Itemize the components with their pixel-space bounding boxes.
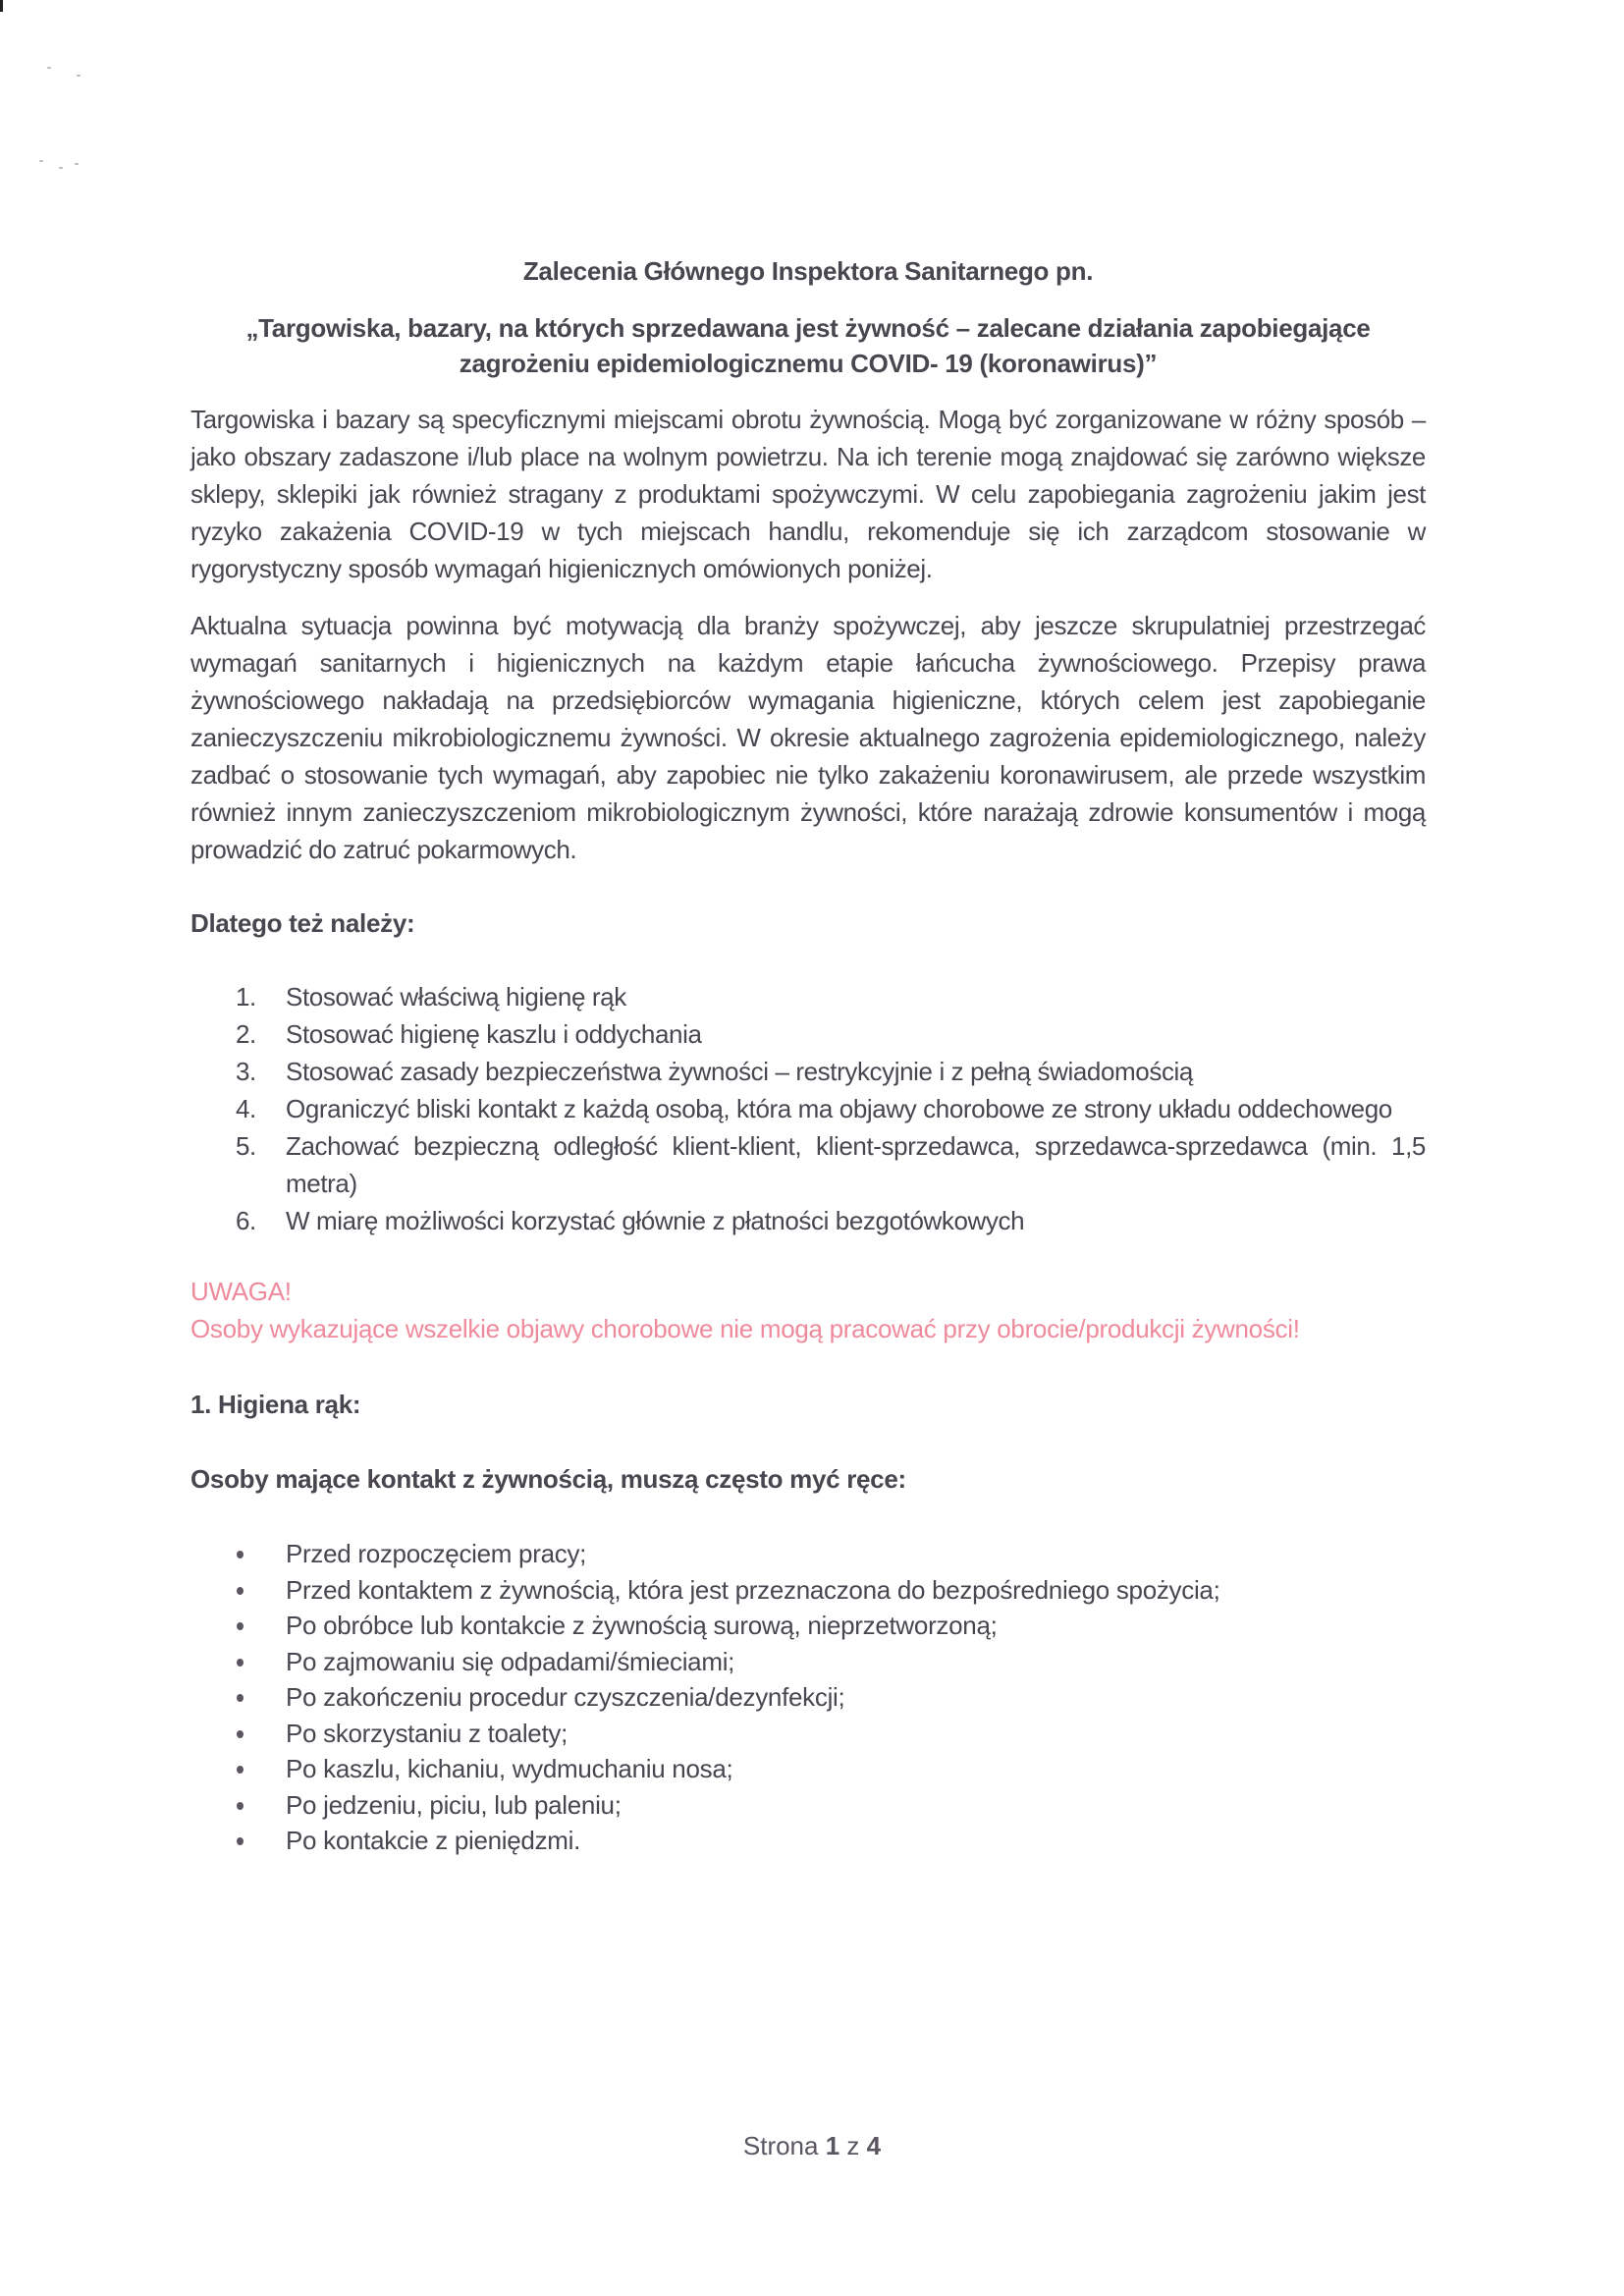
bullet-icon — [237, 1766, 244, 1774]
recommendation-item — [190, 1202, 1426, 1239]
warning-block — [190, 1273, 1426, 1347]
item-number: 5. — [236, 1131, 256, 1161]
section-subheading: Osoby mające kontakt z żywnością, muszą często myć ręce: — [190, 1464, 906, 1494]
bullet-text: Po kontakcie z pieniędzmi. — [286, 1826, 581, 1855]
bullet-item — [190, 1536, 1426, 1572]
subtitle-line-1: „Targowiska, bazary, na których sprzedawana jest żywność – zalecane działania zapobiegające — [245, 313, 1371, 343]
bullet-text: Po kaszlu, kichaniu, wydmuchaniu nosa; — [286, 1754, 733, 1783]
document-body — [190, 253, 1426, 1859]
scan-edge-mark — [0, 0, 3, 12]
document-subtitle — [190, 310, 1426, 381]
handwashing-list — [190, 1536, 1426, 1859]
bullet-icon — [237, 1587, 244, 1595]
item-number: 6. — [236, 1206, 256, 1235]
bullet-text: Po zajmowaniu się odpadami/śmieciami; — [286, 1646, 735, 1676]
scan-speck — [39, 160, 43, 162]
subtitle-line-2: zagrożeniu epidemiologicznemu COVID- 19 (koronawirus)” — [459, 349, 1158, 378]
bullet-item — [190, 1823, 1426, 1859]
recommendation-item — [190, 1015, 1426, 1053]
item-number: 3. — [236, 1057, 256, 1086]
item-text: Zachować bezpieczną odległość klient-klient, klient-sprzedawca, sprzedawca-sprzedawca (min. 1,5 metra) — [286, 1131, 1426, 1198]
current-page-number: 1 — [825, 2131, 840, 2160]
bullet-item — [190, 1572, 1426, 1609]
warning-label: UWAGA! — [190, 1277, 292, 1306]
bullet-icon — [237, 1837, 244, 1845]
recommendation-item — [190, 1127, 1426, 1202]
bullet-item — [190, 1679, 1426, 1716]
bullet-item — [190, 1787, 1426, 1824]
recommendations-list — [190, 978, 1426, 1239]
bullet-text: Przed rozpoczęciem pracy; — [286, 1539, 587, 1568]
bullet-text: Przed kontaktem z żywnością, która jest przeznaczona do bezpośredniego spożycia; — [286, 1574, 1220, 1605]
item-text: Ograniczyć bliski kontakt z każdą osobą, która ma objawy chorobowe ze strony układu oddechowego — [286, 1094, 1392, 1123]
bullet-item — [190, 1751, 1426, 1787]
total-pages-number: 4 — [866, 2131, 882, 2160]
bullet-text: Po obróbce lub kontakcie z żywnością surową, nieprzetworzoną; — [286, 1611, 998, 1640]
item-number: 4. — [236, 1094, 256, 1123]
bullet-item — [190, 1716, 1426, 1752]
page-separator: z — [846, 2131, 860, 2160]
recommendations-heading: Dlatego też należy: — [190, 908, 415, 938]
bullet-text: Po skorzystaniu z toalety; — [286, 1718, 568, 1748]
bullet-item — [190, 1644, 1426, 1680]
bullet-icon — [237, 1659, 244, 1667]
item-text: W miarę możliwości korzystać głównie z płatności bezgotówkowych — [286, 1206, 1025, 1235]
context-paragraph: Aktualna sytuacja powinna być motywacją dla branży spożywczej, aby jeszcze skrupulatniej przestrzegać wymagań sanitarnych i higienicznych na każdym etapie łańcucha żywnościowego. Przepisy prawa żywnościowego nakładają na przedsiębiorców wymagania higieniczne, których celem jest zapobieganie zanieczyszczeniu mikrobiologicznemu żywności. W okresie aktualnego zagrożenia epidemiologicznego, należy zadbać o stosowanie tych wymagań, aby zapobiec nie tylko zakażeniu koronawirusem, ale przede wszystkim również innym zanieczyszczeniom mikrobiologicznym żywności, które narażają zdrowie konsumentów i mogą prowadzić do zatruć pokarmowych. — [190, 611, 1426, 864]
bullet-icon — [237, 1730, 244, 1738]
scan-speck — [59, 167, 63, 169]
section-heading-hand-hygiene: 1. Higiena rąk: — [190, 1390, 361, 1419]
bullet-icon — [237, 1622, 244, 1630]
item-text: Stosować higienę kaszlu i oddychania — [286, 1019, 702, 1049]
document-title: Zalecenia Głównego Inspektora Sanitarnego pn. — [522, 256, 1094, 286]
bullet-item — [190, 1608, 1426, 1644]
warning-text: Osoby wykazujące wszelkie objawy chorobowe nie mogą pracować przy obrocie/produkcji żywności! — [190, 1314, 1300, 1343]
item-text: Stosować zasady bezpieczeństwa żywności – restrykcyjnie i z pełną świadomością — [286, 1057, 1193, 1086]
bullet-icon — [237, 1802, 244, 1810]
recommendation-item — [190, 978, 1426, 1015]
page-label: Strona — [742, 2131, 819, 2160]
scan-speck — [47, 67, 51, 69]
bullet-text: Po zakończeniu procedur czyszczenia/dezynfekcji; — [286, 1682, 845, 1712]
scan-speck — [77, 75, 81, 77]
item-number: 1. — [236, 982, 256, 1011]
page-footer — [0, 2129, 1624, 2162]
recommendation-item — [190, 1053, 1426, 1090]
bullet-text: Po jedzeniu, piciu, lub paleniu; — [286, 1789, 622, 1820]
intro-paragraph: Targowiska i bazary są specyficznymi miejscami obrotu żywnością. Mogą być zorganizowane w różny sposób – jako obszary zadaszone i/lub place na wolnym powietrzu. Na ich terenie mogą znajdować się zarówno większe sklepy, sklepiki jak również stragany z produktami spożywczymi. W celu zapobiegania zagrożeniu jakim jest ryzyko zakażenia COVID-19 w tych miejscach handlu, rekomenduje się ich zarządcom stosowanie w rygorystyczny sposób wymagań higienicznych omówionych poniżej. — [190, 405, 1426, 583]
item-text: Stosować właściwą higienę rąk — [286, 982, 626, 1011]
scan-speck — [75, 163, 79, 165]
item-number: 2. — [236, 1019, 256, 1049]
bullet-icon — [237, 1694, 244, 1702]
bullet-icon — [237, 1551, 244, 1558]
recommendation-item — [190, 1090, 1426, 1127]
